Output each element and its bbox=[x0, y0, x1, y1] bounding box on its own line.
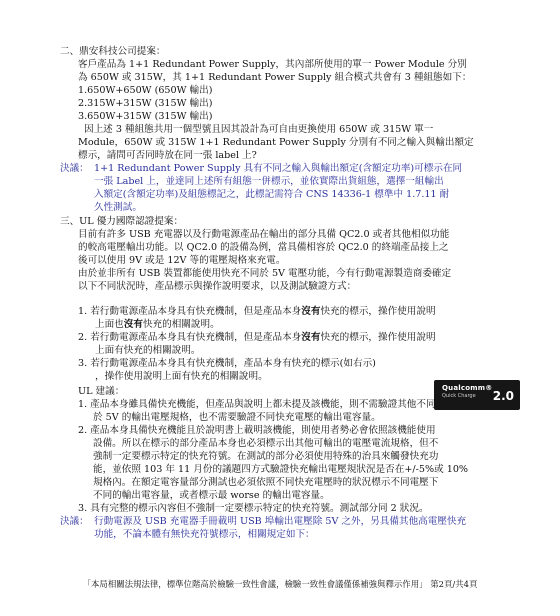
config-item: 3.650W+315W (315W 輸出) bbox=[78, 111, 213, 122]
section3-intro-line: 由於並非所有 USB 裝置都能使用快充不同於 5V 電壓功能，今有行動電源製造商委確定 bbox=[78, 268, 452, 279]
ul-suggestion-line: 強制一定要標示特定的快充符號。在測試的部分必須使用特殊的治具來觸發快充功 bbox=[93, 451, 439, 462]
emphasis: 沒有 bbox=[301, 306, 321, 317]
section3-intro-line: 後可以使用 9V 或是 12V 等的電壓規格來充電。 bbox=[78, 255, 286, 266]
section2-line: 標示，請問可否同時放在同一張 label 上? bbox=[78, 150, 257, 161]
section2-line: Module，650W 或 315W 1+1 Redundant Power Supply 分別有不同之輸入與輸出額定 bbox=[78, 137, 474, 148]
page-footer: 「本局相關法規法律，標準位階高於檢驗一致性會議，檢驗一致性會議僅係補強與釋示作用」 第2頁/共4頁 bbox=[82, 580, 478, 590]
ul-suggestion-line: 不同的輸出電容量，或者標示最 worse 的輸出電容量。 bbox=[93, 490, 330, 501]
resolution-line: 一張 Label 上，並達同上述所有組態一併標示，並依實際出貨組態，選擇一組輸出 bbox=[94, 176, 444, 187]
case-item: 3. 若行動電源產品本身具有快充機制，產品本身有快充的標示(如右示) bbox=[78, 358, 376, 369]
resolution-line: 功能，不論本體有無快充符號標示，相關規定如下： bbox=[94, 529, 315, 540]
ul-suggestion-line: 3. 具有完整的標示內容但不強制一定要標示特定的快充符號。測試部分同 2 狀況。 bbox=[78, 503, 429, 514]
ul-suggestion-line: 能，並依照 103 年 11 月份的議題四方式驗證快充輸出電壓規狀況是否在+/-5%或 10% bbox=[93, 464, 469, 475]
emphasis: 沒有 bbox=[123, 319, 143, 330]
section2-line: 為 650W 或 315W，其 1+1 Redundant Power Supply 組合模式共會有 3 種組態如下： bbox=[78, 72, 472, 83]
ul-suggestion-label: UL 建議： bbox=[78, 386, 125, 397]
resolution-line: 行動電源及 USB 充電器手冊載明 USB 埠輸出電壓除 5V 之外，另具備其他高電壓快充 bbox=[94, 516, 467, 527]
section3-intro-line: 以下不同狀況時，產品標示與操作說明要求，以及測試驗證方式： bbox=[78, 281, 357, 292]
config-item: 2.315W+315W (315W 輸出) bbox=[78, 98, 213, 109]
resolution-line: 1+1 Redundant Power Supply 具有不同之輸入與輸出額定(含額定功率)可標示在同 bbox=[94, 163, 463, 174]
section2-line: 因上述 3 種組態共用一個型號且因其設計為可自由更換使用 650W 或 315W 單一 bbox=[84, 124, 434, 135]
case-item-continued: ，操作使用說明上面有快充的相關說明。 bbox=[95, 371, 268, 382]
resolution-line: 入額定(含額定功率)及組態標記之，此標記需符合 CNS 14336-1 標準中 1.7.11 耐 bbox=[94, 189, 450, 200]
case-item: 1. 若行動電源產品本身具有快充機制，但是產品本身沒有快充的標示，操作使用說明 bbox=[78, 306, 436, 317]
ul-suggestion-line: 於 5V 的輸出電壓規格，也不需要驗證不同快充電壓的輸出電容量。 bbox=[93, 412, 381, 423]
section3-intro-line: 的較高電壓輸出功能。以 QC2.0 的設備為例，當具備相容於 QC2.0 的終端產品接上之 bbox=[78, 242, 449, 253]
section3-intro-line: 目前有許多 USB 充電器以及行動電源產品在輸出的部分具備 QC2.0 或者其他相似功能 bbox=[78, 229, 450, 240]
resolution-label: 決議： bbox=[60, 516, 89, 527]
case-item-continued: 上面有快充的相關說明。 bbox=[95, 345, 201, 356]
ul-suggestion-line: 2. 產品本身具備快充機能且於說明書上載明該機能，則使用者勢必會依照該機能使用 bbox=[78, 425, 436, 436]
case-item-continued: 上面也沒有快充的相關說明。 bbox=[95, 319, 220, 330]
section2-heading: 二、鼎安科技公司提案： bbox=[60, 46, 166, 57]
case-item: 2. 若行動電源產品本身具有快充機制，但是產品本身沒有快充的標示，操作使用說明 bbox=[78, 332, 436, 343]
ul-suggestion-line: 設備。所以在標示的部分產品本身也必須標示出其他可輸出的電壓電流規格，但不 bbox=[93, 438, 439, 449]
ul-suggestion-line: 1. 產品本身雖具備快充機能，但產品與說明上都未提及該機能，則不需驗證其他不同 bbox=[78, 399, 436, 410]
logo-version: 2.0 bbox=[492, 389, 514, 403]
resolution-line: 久性測試。 bbox=[94, 202, 142, 213]
config-item: 1.650W+650W (650W 輸出) bbox=[78, 85, 213, 96]
ul-suggestion-line: 規格內。在額定電容量部分測試也必須依照不同快充電壓時的狀況標示不同電壓下 bbox=[93, 477, 439, 488]
emphasis: 沒有 bbox=[301, 332, 321, 343]
resolution-label: 決議： bbox=[60, 163, 89, 174]
section2-line: 客戶產品為 1+1 Redundant Power Supply，其內部所使用的單一 Power Module 分別 bbox=[78, 59, 467, 70]
section3-heading: 三、UL 優力國際認證提案： bbox=[60, 216, 184, 227]
quick-charge-logo bbox=[434, 380, 520, 410]
logo-subtitle: Quick Charge bbox=[442, 393, 476, 399]
logo-brand: Qualcomm® bbox=[442, 384, 493, 392]
